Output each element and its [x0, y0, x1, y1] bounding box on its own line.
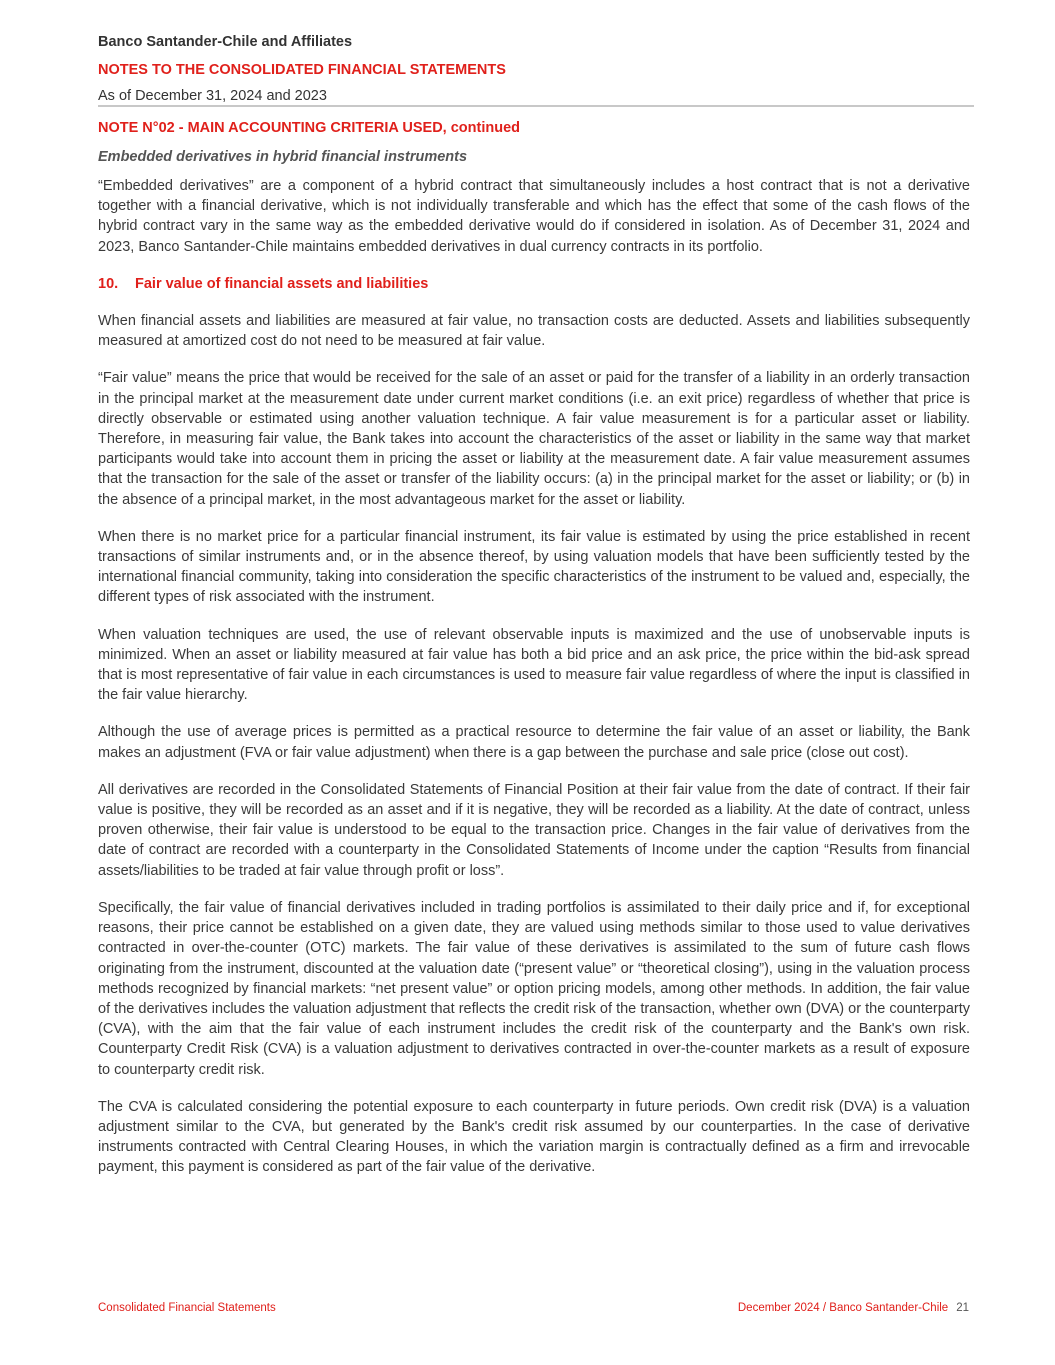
section-title: Fair value of financial assets and liabilities	[135, 275, 429, 292]
footer-right	[738, 1302, 969, 1314]
paragraph-trading-derivatives: Specifically, the fair value of financial derivatives included in trading portfolios is assimilated to their daily price and if, for exceptional reasons, their price cannot be established on a given date, they are valued using methods similar to those used to value derivatives contracted in over-the-counter (OTC) markets. The fair value of these derivatives is assimilated to the sum of future cash flows originating from the instrument, discounted at the valuation date (“present value” or “theoretical closing”), using in the valuation process methods recognized by financial markets: “net present value” or option pricing models, among other methods. In addition, the fair value of the derivatives includes the valuation adjustment that reflects the credit risk of the transaction, whether own (DVA) or the counterparty (CVA), with the aim that the fair value of each instrument includes the credit risk of the counterparty and the Bank's own risk. Counterparty Credit Risk (CVA) is a valuation adjustment to derivatives contracted in over-the-counter markets as a result of exposure to counterparty credit risk.	[98, 899, 970, 1078]
paragraph-average-prices: Although the use of average prices is permitted as a practical resource to determine the fair value of an asset or liability, the Bank makes an adjustment (FVA or fair value adjustment) when there is a gap between the purchase and sale price (close out cost).	[98, 724, 970, 761]
body-text	[98, 176, 970, 1195]
paragraph-no-market-price: When there is no market price for a particular financial instrument, its fair value is estimated by using the price established in recent transactions of similar instruments and, or in the absence thereof, by using valuation models that have been sufficiently tested by the international financial community, taking into consideration the specific characteristics of the instrument to be valued and, especially, the different types of risk associated with the instrument.	[98, 528, 970, 606]
footer-date-bank: December 2024 / Banco Santander-Chile	[737, 1302, 949, 1314]
notes-title: NOTES TO THE CONSOLIDATED FINANCIAL STATEMENTS	[98, 62, 506, 78]
paragraph-cva-dva: The CVA is calculated considering the potential exposure to each counterparty in future periods. Own credit risk (DVA) is a valuation adjustment similar to the CVA, but generated by the Bank's credit risk assumed by our counterparties. In the case of derivative instruments contracted with Central Clearing Houses, in which the variation margin is contractually defined as a firm and irrevocable payment, this payment is considered as part of the fair value of the derivative.	[98, 1098, 970, 1176]
section-heading-fair-value	[98, 274, 970, 294]
paragraph-transaction-costs: When financial assets and liabilities are measured at fair value, no transaction costs are deducted. Assets and liabilities subsequently measured at amortized cost do not need to be measured at fair value.	[98, 313, 970, 350]
page-number: 21	[956, 1302, 969, 1314]
as-of-date: As of December 31, 2024 and 2023	[98, 88, 327, 104]
header-divider	[98, 105, 974, 107]
subheading-embedded-derivatives: Embedded derivatives in hybrid financial instruments	[98, 149, 468, 165]
paragraph-embedded-derivatives: “Embedded derivatives” are a component of a hybrid contract that simultaneously includes a host contract that is not a derivative together with a financial derivative, which is not individually transferable and which has the effect that some of the cash flows of the hybrid contract vary in the same way as the embedded derivative would do if considered in isolation. As of December 31, 2024 and 2023, Banco Santander-Chile maintains embedded derivatives in dual currency contracts in its portfolio.	[98, 178, 970, 255]
company-name: Banco Santander-Chile and Affiliates	[98, 34, 353, 50]
footer-document-title: Consolidated Financial Statements	[98, 1302, 276, 1314]
paragraph-fair-value-definition: “Fair value” means the price that would be received for the sale of an asset or paid for the transfer of a liability in an orderly transaction in the principal market at the measurement date under current market conditions (i.e. an exit price) regardless of whether that price is directly observable or estimated using another valuation technique. A fair value measurement is for a particular asset or liability. Therefore, in measuring fair value, the Bank takes into account the characteristics of the asset or liability in the same way that market participants would take into account them in pricing the asset or liability at the measurement date. A fair value measurement assumes that the transaction for the sale of the asset or transfer of the liability occurs: (a) in the principal market for the asset or liability; or (b) in the absence of a principal market, in the most advantageous market for the asset or liability.	[98, 370, 970, 508]
note-heading: NOTE N°02 - MAIN ACCOUNTING CRITERIA USED, continued	[98, 120, 521, 136]
paragraph-derivatives-recording: All derivatives are recorded in the Consolidated Statements of Financial Position at their fair value from the date of contract. If their fair value is positive, they will be recorded as an asset and if it is negative, they will be recorded as a liability. At the date of contract, unless proven otherwise, their fair value is understood to be equal to the transaction price. Changes in the fair value of derivatives from the date of contract are recorded with a counterparty in the Consolidated Statements of Income under the caption “Results from financial assets/liabilities to be traded at fair value through profit or loss”.	[98, 781, 970, 879]
paragraph-valuation-techniques: When valuation techniques are used, the use of relevant observable inputs is maximized and the use of unobservable inputs is minimized. When an asset or liability measured at fair value has both a bid price and an ask price, the price within the bid-ask spread that is most representative of fair value in each circumstances is used to measure fair value regardless of where the input is classified in the fair value hierarchy.	[98, 626, 970, 704]
section-number: 10.	[98, 275, 119, 292]
